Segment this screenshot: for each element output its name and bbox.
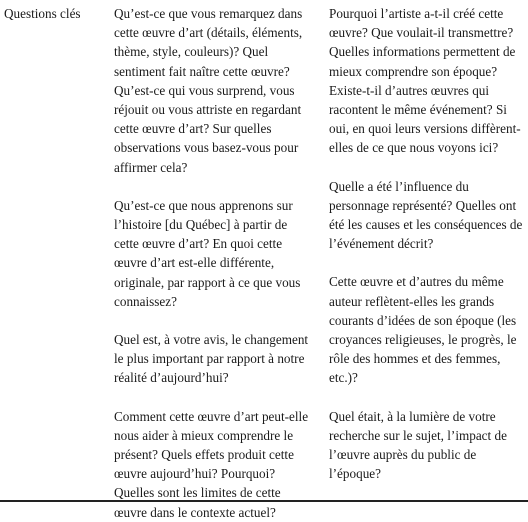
right-question-block: Pourquoi l’artiste a-t-il créé cette œuvre? Que voulait-il transmettre? Quelles informations permettent de mieux comprendre son époque? Existe-t-il d’autres œuvres qui racontent le même événement? Si oui, en quoi leurs versions diffèrent-elles de ce que nous voyons ici? (329, 6, 521, 156)
middle-question-block: Qu’est-ce que nous apprenons sur l’histoire [du Québec] à partir de cette œuvre d’art? En quoi cette œuvre d’art est-elle différente, originale, par rapport à ce que vous connaissez? (114, 197, 301, 309)
right-question-block: Quel était, à la lumière de votre recherche sur le sujet, l’impact de l’œuvre auprès du public de l’époque? (329, 408, 507, 482)
middle-column (114, 4, 314, 522)
middle-question-block: Comment cette œuvre d’art peut-elle nous aider à mieux comprendre le présent? Quels effets produit cette œuvre aujourd’hui? Pourquoi? Quelles sont les limites de cette œuvre dans le contexte actuel? (114, 408, 309, 520)
row-label: Questions clés (4, 6, 81, 21)
table-bottom-rule (0, 500, 528, 502)
middle-question-block: Quel est, à votre avis, le changement le plus important par rapport à notre réalité d’aujourd’hui? (114, 332, 309, 386)
middle-question-block: Qu’est-ce que vous remarquez dans cette œuvre d’art (détails, éléments, thème, style, couleurs)? Quel sentiment fait naître cette œuvre? Qu’est-ce qui vous surprend, vous réjouit ou vous attriste en regardant cette œuvre d’art? Sur quelles observations vous basez-vous pour affirmer cela? (114, 6, 303, 175)
right-question-block: Cette œuvre et d’autres du même auteur reflètent-elles les grands courants d’idées de son époque (les croyances religieuses, le progrès, le rôle des hommes et des femmes, etc.)? (329, 274, 517, 386)
right-column (329, 4, 526, 483)
right-question-block: Quelle a été l’influence du personnage représenté? Quelles ont été les causes et les conséquences de l’événement décrit? (329, 178, 523, 252)
